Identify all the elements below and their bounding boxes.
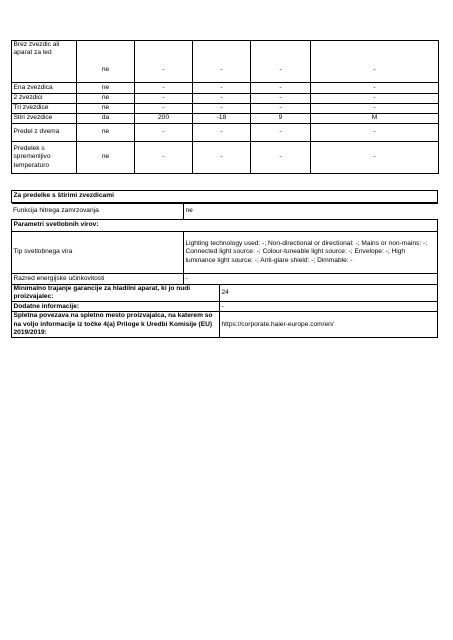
compartment-value: - [311, 41, 439, 83]
compartment-value: da [77, 114, 135, 124]
compartment-label: Ena zvezdica [12, 83, 77, 94]
compartment-value: - [251, 41, 311, 83]
compartment-value: ne [77, 83, 135, 94]
compartment-value: - [311, 124, 439, 142]
compartment-value: - [193, 41, 251, 83]
compartment-value: - [135, 83, 193, 94]
compartment-value: - [193, 104, 251, 114]
compartment-row [12, 114, 439, 124]
compartment-value: - [251, 83, 311, 94]
compartment-label: Štiri zvezdice [12, 114, 77, 124]
compartment-value: -18 [193, 114, 251, 124]
website-link[interactable]: https://corporate.haier-europe.com/en/ [220, 312, 438, 338]
light-type-label: Tip svetlobnega vira [12, 232, 184, 274]
compartment-value: - [193, 124, 251, 142]
compartment-label: Brez zvezdic ali aparat za led [12, 41, 77, 83]
compartment-row [12, 94, 439, 104]
compartment-value: ne [77, 124, 135, 142]
fast-freeze-value: ne [184, 204, 438, 219]
compartment-value: - [251, 104, 311, 114]
compartment-value: - [311, 94, 439, 104]
compartment-value: - [135, 104, 193, 114]
compartment-row [12, 124, 439, 142]
compartment-label: Predelek s spremenljivo temperaturo [12, 142, 77, 174]
light-params-header: Parametri svetlobnih virov: [12, 220, 438, 232]
compartment-value: - [193, 94, 251, 104]
compartment-value: - [135, 41, 193, 83]
compartment-value: - [193, 142, 251, 174]
four-star-header: Za predelke s štirimi zvezdicami [12, 191, 438, 203]
additional-info-value: - [220, 302, 438, 312]
compartment-value: M [311, 114, 439, 124]
warranty-label: Minimalno trajanje garancije za hladilni aparat, ki jo nudi proizvajalec: [12, 285, 220, 302]
light-source-section [11, 219, 438, 338]
four-star-section [11, 190, 438, 219]
compartment-value: - [193, 83, 251, 94]
compartment-label: 2 zvezdici [12, 94, 77, 104]
additional-info-label: Dodatne informacije: [12, 302, 220, 312]
compartment-label: Tri zvezdice [12, 104, 77, 114]
compartment-value: 200 [135, 114, 193, 124]
website-label: Spletna povezava na spletno mesto proizvajalca, na katerem so na voljo informacije iz točke 4(a) Priloge k Uredbi Komisije (EU) 2019/2019: [12, 312, 220, 338]
compartment-value: - [135, 94, 193, 104]
compartment-value: 9 [251, 114, 311, 124]
light-type-value: Lighting technology used: -; Non-directional or directional: -; Mains or non-mains: -; Connected light source: -; Colour-tuneable light source: -; Envelope: -; High luminance light source: -; Anti-glare shield: -; Dimmable: - [184, 232, 438, 274]
compartment-row [12, 41, 439, 83]
compartment-value: - [135, 142, 193, 174]
compartment-value: ne [77, 41, 135, 83]
compartment-row [12, 142, 439, 174]
compartment-value: - [311, 142, 439, 174]
warranty-value: 24 [220, 285, 438, 302]
energy-class-value: - [184, 274, 438, 285]
compartments-table [11, 40, 439, 174]
compartment-value: - [311, 83, 439, 94]
energy-class-label: Razred energijske učinkovitosti [12, 274, 184, 285]
compartment-value: - [135, 124, 193, 142]
compartment-value: - [251, 94, 311, 104]
fast-freeze-label: Funkcija hitrega zamrzovanja [12, 204, 184, 219]
compartment-value: - [251, 142, 311, 174]
compartment-row [12, 83, 439, 94]
compartment-value: ne [77, 94, 135, 104]
compartment-value: ne [77, 142, 135, 174]
compartment-row [12, 104, 439, 114]
compartment-label: Predel z dvema [12, 124, 77, 142]
compartment-value: - [311, 104, 439, 114]
compartment-value: ne [77, 104, 135, 114]
compartment-value: - [251, 124, 311, 142]
